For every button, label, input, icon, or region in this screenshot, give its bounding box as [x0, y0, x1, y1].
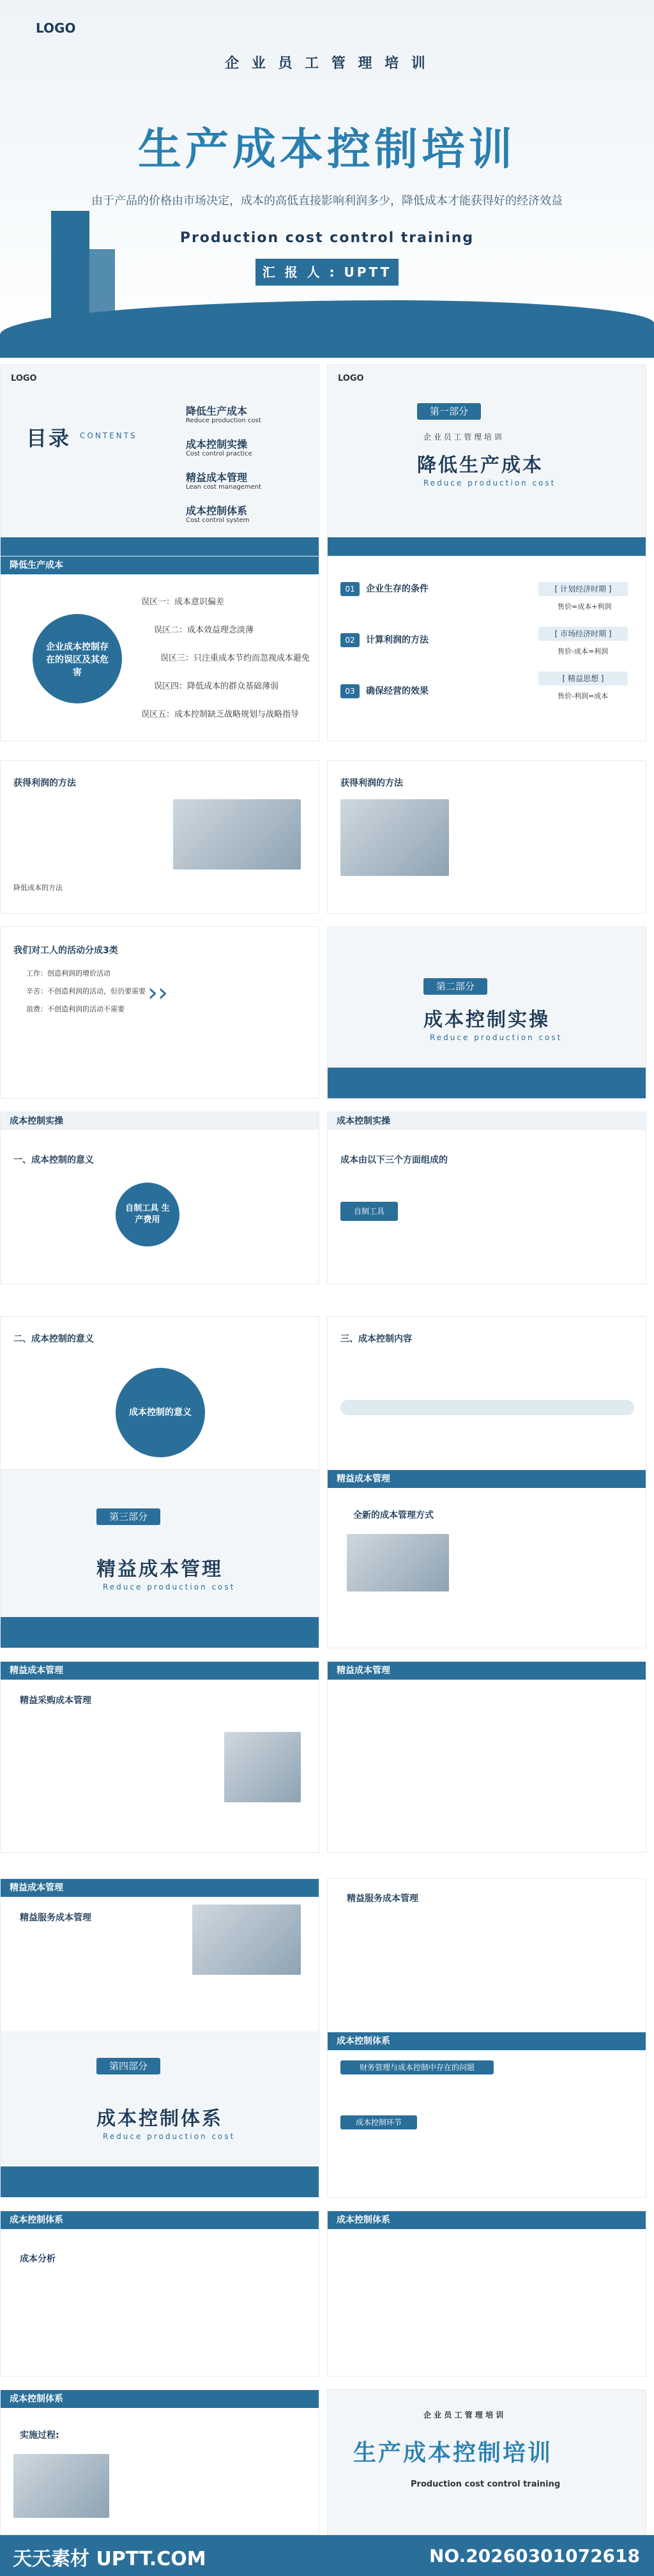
- slide-header: 降低生产成本: [1, 556, 319, 574]
- end-english: Production cost control training: [411, 2480, 561, 2489]
- analysis-heading: 成本分析: [20, 2254, 56, 2264]
- watermark-left: 天天素材 UPTT.COM: [13, 2548, 206, 2570]
- period-formula: 售价-利润=成本: [558, 692, 609, 700]
- slide-wave: [1, 1617, 319, 1648]
- method-heading: 获得利润的方法: [13, 778, 76, 788]
- activity-heading: 我们对工人的活动分成3类: [13, 946, 118, 956]
- handshake-photo: [173, 799, 301, 870]
- toc-item-1[interactable]: 降低生产成本: [186, 405, 248, 417]
- period-label: [ 市场经济时期 ]: [538, 627, 628, 641]
- part-subtitle: 企 业 员 工 管 理 培 训: [423, 433, 502, 441]
- method-slide: [0, 760, 319, 914]
- lean-slide-5: [327, 1878, 646, 2038]
- lean-slide-4: [0, 1878, 319, 2038]
- meaning-slide: [0, 1316, 319, 1489]
- lean-heading: 精益服务成本管理: [20, 1913, 91, 1923]
- toc-slide: [0, 364, 319, 569]
- myths-slide: [0, 556, 319, 741]
- method-heading: 获得利润的方法: [340, 778, 403, 788]
- part-label: 第四部分: [96, 2058, 160, 2074]
- slide-header: 成本控制体系: [328, 2032, 646, 2050]
- item-title: 企业生存的条件: [366, 584, 429, 594]
- cost-slide-a: [0, 1112, 319, 1284]
- businessman-photo: [347, 1534, 449, 1591]
- cost-heading: 一、成本控制的意义: [13, 1155, 94, 1165]
- implementation-heading: 实施过程:: [20, 2430, 59, 2441]
- slide-header: 成本控制实操: [328, 1112, 646, 1130]
- cost-slide-b: [327, 1112, 646, 1284]
- part-label: 第三部分: [96, 1508, 160, 1525]
- toc-title-en: CONTENTS: [80, 431, 137, 440]
- slide-wave: [1, 2166, 319, 2198]
- laptop-photo: [13, 2454, 109, 2518]
- clock-photo: [224, 1732, 301, 1802]
- cover-slide: [0, 0, 654, 358]
- logo: LOGO: [11, 374, 37, 383]
- item-number: 03: [340, 684, 360, 698]
- slide-header: 成本控制体系: [1, 2390, 319, 2408]
- toc-title: 目录: [26, 426, 72, 450]
- end-slide: [327, 2389, 646, 2535]
- period-label: [ 精益思想 ]: [538, 671, 628, 686]
- slide-header: 精益成本管理: [328, 1470, 646, 1488]
- chevron-right-icon: ››: [148, 978, 168, 1008]
- lean-slide-1: [327, 1469, 646, 1648]
- period-formula: 售价-成本=利润: [558, 647, 609, 656]
- lean-heading: 精益服务成本管理: [347, 1894, 418, 1904]
- logo: LOGO: [338, 374, 364, 383]
- lean-slide-2: [0, 1661, 319, 1853]
- system-slide-2: [0, 2211, 319, 2377]
- meeting-photo: [340, 799, 449, 876]
- item-title: 确保经营的效果: [366, 686, 429, 696]
- toc-item-1-en: Reduce production cost: [186, 417, 261, 424]
- myth-item: 误区一：成本意识偏差: [141, 597, 225, 607]
- item-number: 02: [340, 633, 360, 647]
- part-en: Reduce production cost: [423, 479, 556, 487]
- method-paragraph: 降低成本的方法: [13, 884, 63, 892]
- activity-slide: [0, 926, 319, 1099]
- cover-subtitle: 企 业 员 工 管 理 培 训: [225, 56, 429, 72]
- part-en: Reduce production cost: [103, 2132, 236, 2141]
- activity-item: 工作：创造利润的增价活动: [26, 969, 110, 977]
- part-title: 成本控制体系: [96, 2108, 223, 2130]
- slide-header: 精益成本管理: [1, 1662, 319, 1680]
- content-heading: 三、成本控制内容: [340, 1334, 412, 1344]
- slide-header: 成本控制体系: [328, 2211, 646, 2229]
- period-label: [ 计划经济时期 ]: [538, 582, 628, 596]
- item-number: 01: [340, 582, 360, 596]
- profit-slide: [327, 556, 646, 741]
- myths-center-circle: 企业成本控制存在的误区及其危害: [33, 614, 122, 703]
- watermark-right: NO.20260301072618: [429, 2545, 640, 2566]
- meaning-heading: 二、成本控制的意义: [13, 1334, 94, 1344]
- part1-slide: [327, 364, 646, 569]
- part-title: 降低生产成本: [417, 454, 544, 477]
- part-title: 精益成本管理: [96, 1558, 223, 1581]
- myth-item: 误区五：成本控制缺乏战略规划与战略指导: [141, 710, 300, 719]
- part-title: 成本控制实操: [423, 1009, 550, 1031]
- part-en: Reduce production cost: [103, 1583, 236, 1591]
- myth-item: 误区二：成本效益理念淡薄: [154, 625, 254, 635]
- system-heading-2: 成本控制环节: [340, 2115, 417, 2129]
- cost-heading: 成本由以下三个方面组成的: [340, 1155, 448, 1165]
- logo: LOGO: [36, 20, 76, 36]
- system-heading-1: 财务管理与成本控制中存在的问题: [340, 2060, 494, 2074]
- toc-item-2[interactable]: 成本控制实操: [186, 438, 248, 450]
- slide-header: 精益成本管理: [1, 1879, 319, 1897]
- content-slide: [327, 1316, 646, 1489]
- slide-header: 精益成本管理: [328, 1662, 646, 1680]
- method-slide-2: [327, 760, 646, 914]
- part-en: Reduce production cost: [430, 1033, 563, 1042]
- slide-header: 成本控制体系: [1, 2211, 319, 2229]
- myth-item: 误区三：只注重成本节约而忽视成本避免: [160, 654, 310, 663]
- toc-item-4[interactable]: 成本控制体系: [186, 505, 248, 517]
- activity-item: 浪费：不创造利润的活动不需要: [26, 1005, 125, 1013]
- cover-description: 由于产品的价格由市场决定，成本的高低直接影响利润多少，降低成本才能获得好的经济效益: [91, 194, 563, 208]
- system-slide-1: [327, 2032, 646, 2198]
- part2-slide: [327, 926, 646, 1099]
- part-label: 第一部分: [417, 403, 481, 420]
- cover-host-badge: 汇 报 人 : UPTT: [255, 259, 399, 286]
- part4-slide: [0, 2032, 319, 2198]
- timeline-bar: [340, 1400, 634, 1415]
- part3-slide: [0, 1469, 319, 1648]
- system-slide-3: [327, 2211, 646, 2377]
- toc-item-4-en: Cost control system: [186, 517, 250, 524]
- cover-title: 生产成本控制培训: [137, 125, 516, 175]
- part-label: 第二部分: [423, 978, 487, 995]
- meaning-center-circle: 成本控制的意义: [116, 1368, 205, 1457]
- myth-item: 误区四：降低成本的群众基础薄弱: [154, 682, 279, 691]
- end-title: 生产成本控制培训: [353, 2440, 553, 2466]
- lean-heading: 全新的成本管理方式: [353, 1510, 434, 1521]
- toc-item-3[interactable]: 精益成本管理: [186, 471, 248, 484]
- lean-slide-3: [327, 1661, 646, 1853]
- cover-english-title: Production cost control training: [179, 230, 475, 246]
- slide-header: 成本控制实操: [1, 1112, 319, 1130]
- toc-item-3-en: Lean cost management: [186, 484, 262, 491]
- activity-item: 辛苦：不创造利润的活动，但仍要需要: [26, 987, 146, 995]
- cost-center-pill: 自制工具: [340, 1202, 398, 1221]
- lean-heading: 精益采购成本管理: [20, 1696, 91, 1706]
- item-title: 计算利润的方法: [366, 635, 429, 645]
- slide-wave: [328, 1068, 646, 1099]
- toc-item-2-en: Cost control practice: [186, 450, 252, 457]
- office-photo: [192, 1905, 301, 1975]
- period-formula: 售价=成本+利润: [558, 602, 612, 611]
- cost-center-circle: 自制工具 生产费用: [116, 1183, 179, 1246]
- end-subtitle: 企 业 员 工 管 理 培 训: [423, 2411, 504, 2419]
- implementation-slide: [0, 2389, 319, 2535]
